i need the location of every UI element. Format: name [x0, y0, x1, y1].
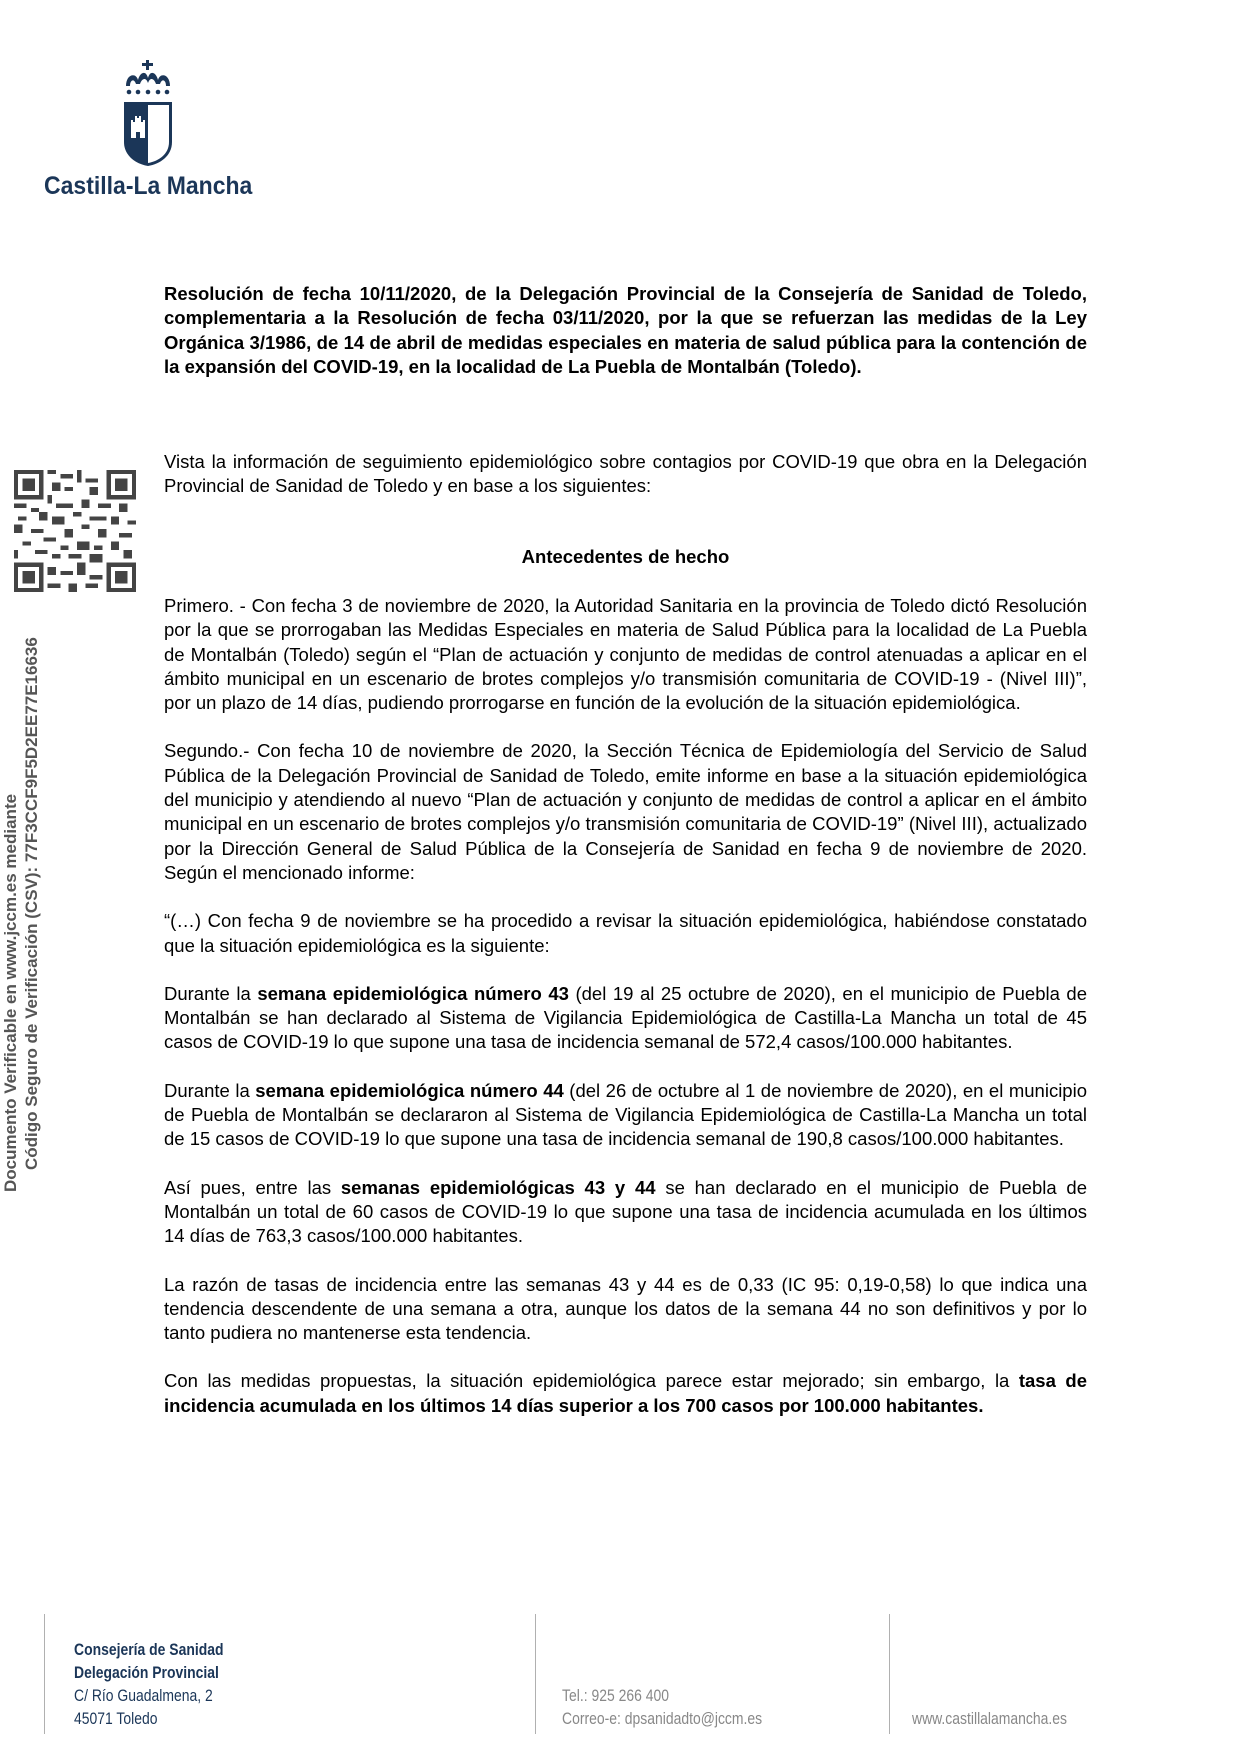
footer-divider [44, 1614, 45, 1734]
paragraph-primero: Primero. - Con fecha 3 de noviembre de 2020, la Autoridad Sanitaria en la provincia de Toledo dictó Resolución por la que se prorrogaban las Medidas Especiales en materia de Salud Pública para la localidad de La Puebla de Montalbán (Toledo) según el “Plan de actuación y conjunto de medidas de control atenuadas a aplicar en el ámbito municipal en un escenario de brotes complejos y/o transmisión comunitaria de COVID-19 - (Nivel III)”, por un plazo de 14 días, pudiendo prorrogarse en función de la evolución de la situación epidemiológica. [164, 595, 1087, 714]
document-body [164, 594, 1087, 1442]
paragraph-quote: “(…) Con fecha 9 de noviembre se ha procedido a revisar la situación epidemiológica, habiéndose constatado que la situación epidemiológica es la siguiente: [164, 910, 1087, 956]
footer-unit: Delegación Provincial [74, 1663, 219, 1682]
logo-text: Castilla-La Mancha [44, 172, 253, 200]
weeks-combined-post: se han declarado en el municipio de Puebla de Montalbán un total de 60 casos de COVID-19 lo que supone una tasa de incidencia acumulada en los últimos 14 días de 763,3 casos/100.000 habitantes. [164, 1176, 1087, 1247]
conclusion-bold: tasa de incidencia acumulada en los últimos 14 días superior a los 700 casos por 100.000 habitantes. [164, 1370, 1087, 1416]
paragraph-week-44 [164, 1079, 1087, 1152]
paragraph-weeks-combined [164, 1176, 1087, 1249]
week-44-bold: semana epidemiológica número 44 [255, 1079, 564, 1101]
section-heading: Antecedentes de hecho [521, 546, 730, 567]
intro-paragraph: Vista la información de seguimiento epidemiológico sobre contagios por COVID-19 que obra en la Delegación Provincial de Sanidad de Toledo y en base a los siguientes: [164, 451, 1087, 497]
weeks-combined-pre: Así pues, entre las [164, 1176, 341, 1198]
paragraph-week-43 [164, 982, 1087, 1055]
weeks-combined-bold: semanas epidemiológicas 43 y 44 [340, 1176, 656, 1198]
week-44-post: (del 26 de octubre al 1 de noviembre de 2020), en el municipio de Puebla de Montalbán se declararon al Sistema de Vigilancia Epidemiológica de Castilla-La Mancha un total de 15 casos de COVID-19 lo que supone una tasa de incidencia semanal de 190,8 casos/100.000 habitantes. [164, 1079, 1087, 1150]
footer-website[interactable]: www.castillalamancha.es [912, 1709, 1067, 1728]
week-44-pre: Durante la [164, 1079, 256, 1101]
document-title: Resolución de fecha 10/11/2020, de la Delegación Provincial de la Consejería de Sanidad de Toledo, complementaria a la Resolución de fecha 03/11/2020, por la que se refuerzan las medidas de la Ley Orgánica 3/1986, de 14 de abril de medidas especiales en materia de salud pública para la contención de la expansión del COVID-19, en la localidad de La Puebla de Montalbán (Toledo). [164, 283, 1087, 377]
paragraph-ratio: La razón de tasas de incidencia entre las semanas 43 y 44 es de 0,33 (IC 95: 0,19-0,58) lo que indica una tendencia descendente de una semana a otra, aunque los datos de la semana 44 no son definitivos y por lo tanto pudiera no mantenerse esta tendencia. [164, 1273, 1087, 1344]
castilla-la-mancha-coat-of-arms-icon [122, 60, 174, 170]
header-logo [44, 60, 264, 210]
verification-text [0, 637, 42, 1192]
footer-email[interactable]: Correo-e: dpsanidadto@jccm.es [562, 1709, 763, 1728]
verification-line-2: Código Seguro de Verificación (CSV): 77F3CCF9F5D2EE77E16636 [22, 637, 41, 1170]
footer-org: Consejería de Sanidad [74, 1640, 224, 1659]
conclusion-pre: Con las medidas propuestas, la situación epidemiológica parece estar mejorado; sin embargo, la [164, 1370, 1019, 1392]
paragraph-conclusion [164, 1369, 1087, 1418]
footer-phone: Tel.: 925 266 400 [562, 1686, 669, 1705]
week-43-post: (del 19 al 25 octubre de 2020), en el municipio de Puebla de Montalbán se han declarado al Sistema de Vigilancia Epidemiológica de Castilla-La Mancha un total de 45 casos de COVID-19 lo que supone una tasa de incidencia semanal de 572,4 casos/100.000 habitantes. [164, 982, 1088, 1053]
week-43-pre: Durante la [164, 982, 258, 1004]
week-43-bold: semana epidemiológica número 43 [257, 982, 569, 1004]
footer-address [74, 1638, 224, 1730]
footer-divider [535, 1614, 536, 1734]
footer-city: 45071 Toledo [74, 1709, 158, 1728]
footer-divider [889, 1614, 890, 1734]
footer-street: C/ Río Guadalmena, 2 [74, 1686, 213, 1705]
qr-code-icon [14, 470, 136, 592]
paragraph-segundo: Segundo.- Con fecha 10 de noviembre de 2020, la Sección Técnica de Epidemiología del Servicio de Salud Pública de la Delegación Provincial de Sanidad de Toledo, emite informe en base a la situación epidemiológica del municipio y atendiendo al nuevo “Plan de actuación y conjunto de medidas de control a aplicar en el ámbito municipal en un escenario de brotes complejos y/o transmisión comunitaria de COVID-19” (Nivel III), actualizado por la Dirección General de Salud Pública de la Consejería de Sanidad en fecha 9 de noviembre de 2020. Según el mencionado informe: [164, 740, 1087, 883]
verification-line-1: Documento Verificable en www.jccm.es mediante [1, 793, 20, 1192]
footer-contact [562, 1684, 762, 1730]
